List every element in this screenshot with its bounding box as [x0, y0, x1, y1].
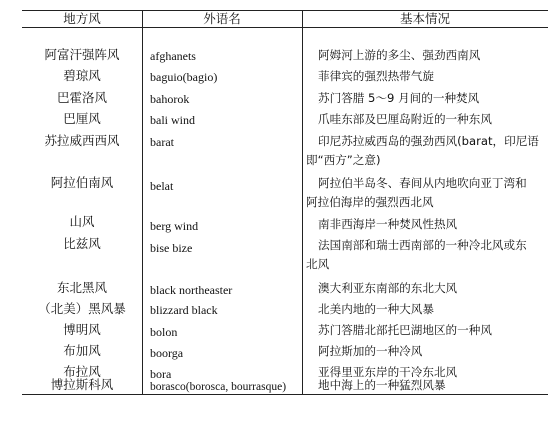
description: 阿姆河上游的多尘、强劲西南风 [318, 48, 481, 62]
description: 阿拉伯半岛冬、春间从内地吹向亚丁湾和 [318, 176, 527, 190]
description: 苏门答腊北部托巴湖地区的一种风 [318, 323, 492, 337]
foreign-name: afghanets [150, 49, 196, 63]
local-name: 阿拉伯南风 [50, 175, 114, 190]
description: 北美内地的一种大风暴 [318, 302, 434, 316]
column-divider-1 [142, 10, 143, 395]
foreign-name: black northeaster [150, 283, 233, 297]
foreign-name: belat [150, 179, 174, 193]
description: 南非西海岸一种焚风性热风 [318, 217, 458, 231]
header-foreign-name: 外语名 [203, 11, 241, 26]
header-description: 基本情况 [399, 11, 450, 26]
local-name: 苏拉威西西风 [44, 133, 120, 148]
description: 法国南部和瑞士西南部的一种冷北风或东 [318, 238, 527, 252]
local-name: 阿富汗强阵风 [44, 47, 120, 62]
foreign-name: bahorok [150, 92, 190, 106]
foreign-name: blizzard black [150, 303, 218, 317]
description-continued: 阿拉伯海岸的强烈西北风 [306, 195, 434, 209]
local-name: 博明风 [63, 322, 101, 337]
local-name: 山风 [69, 214, 95, 229]
foreign-name: borasco(borosca, bourrasque) [150, 381, 287, 393]
description: 亚得里亚东岸的干冷东北风 [318, 365, 458, 379]
foreign-name: bise bize [150, 241, 193, 255]
description-continued: 即“西方”之意) [306, 153, 381, 167]
description: 爪哇东部及巴厘岛附近的一种东风 [318, 112, 492, 126]
description: 菲律宾的强烈热带气旋 [318, 69, 434, 83]
local-name: 比兹风 [63, 236, 101, 251]
local-name: 博拉斯科风 [50, 377, 114, 392]
foreign-name: berg wind [150, 219, 199, 233]
header-separator [22, 27, 548, 28]
column-divider-2 [302, 10, 303, 395]
local-name: 布加风 [63, 343, 101, 358]
local-name: （北美）黑风暴 [38, 301, 126, 316]
foreign-name: bali wind [150, 113, 195, 127]
foreign-name: baguio(bagio) [150, 70, 218, 84]
local-name: 碧琼风 [63, 68, 101, 83]
local-name: 巴厘风 [63, 111, 101, 126]
header-local-name: 地方风 [63, 11, 101, 26]
local-name: 巴霍洛风 [56, 90, 107, 105]
foreign-name: barat [150, 135, 174, 149]
foreign-name: boorga [150, 346, 184, 360]
description: 印尼苏拉威西岛的强劲西风(barat，印尼语 [318, 134, 539, 148]
description: 地中海上的一种猛烈风暴 [318, 378, 446, 392]
foreign-name: bolon [150, 325, 178, 339]
description: 澳大利亚东南部的东北大风 [318, 281, 458, 295]
description: 苏门答腊 5～9 月间的一种焚风 [318, 91, 480, 105]
local-name: 东北黑风 [56, 280, 107, 295]
foreign-name: bora [150, 367, 172, 381]
description: 阿拉斯加的一种冷风 [318, 344, 423, 358]
local-name: 布拉风 [63, 364, 101, 379]
description-continued: 北风 [306, 257, 330, 271]
